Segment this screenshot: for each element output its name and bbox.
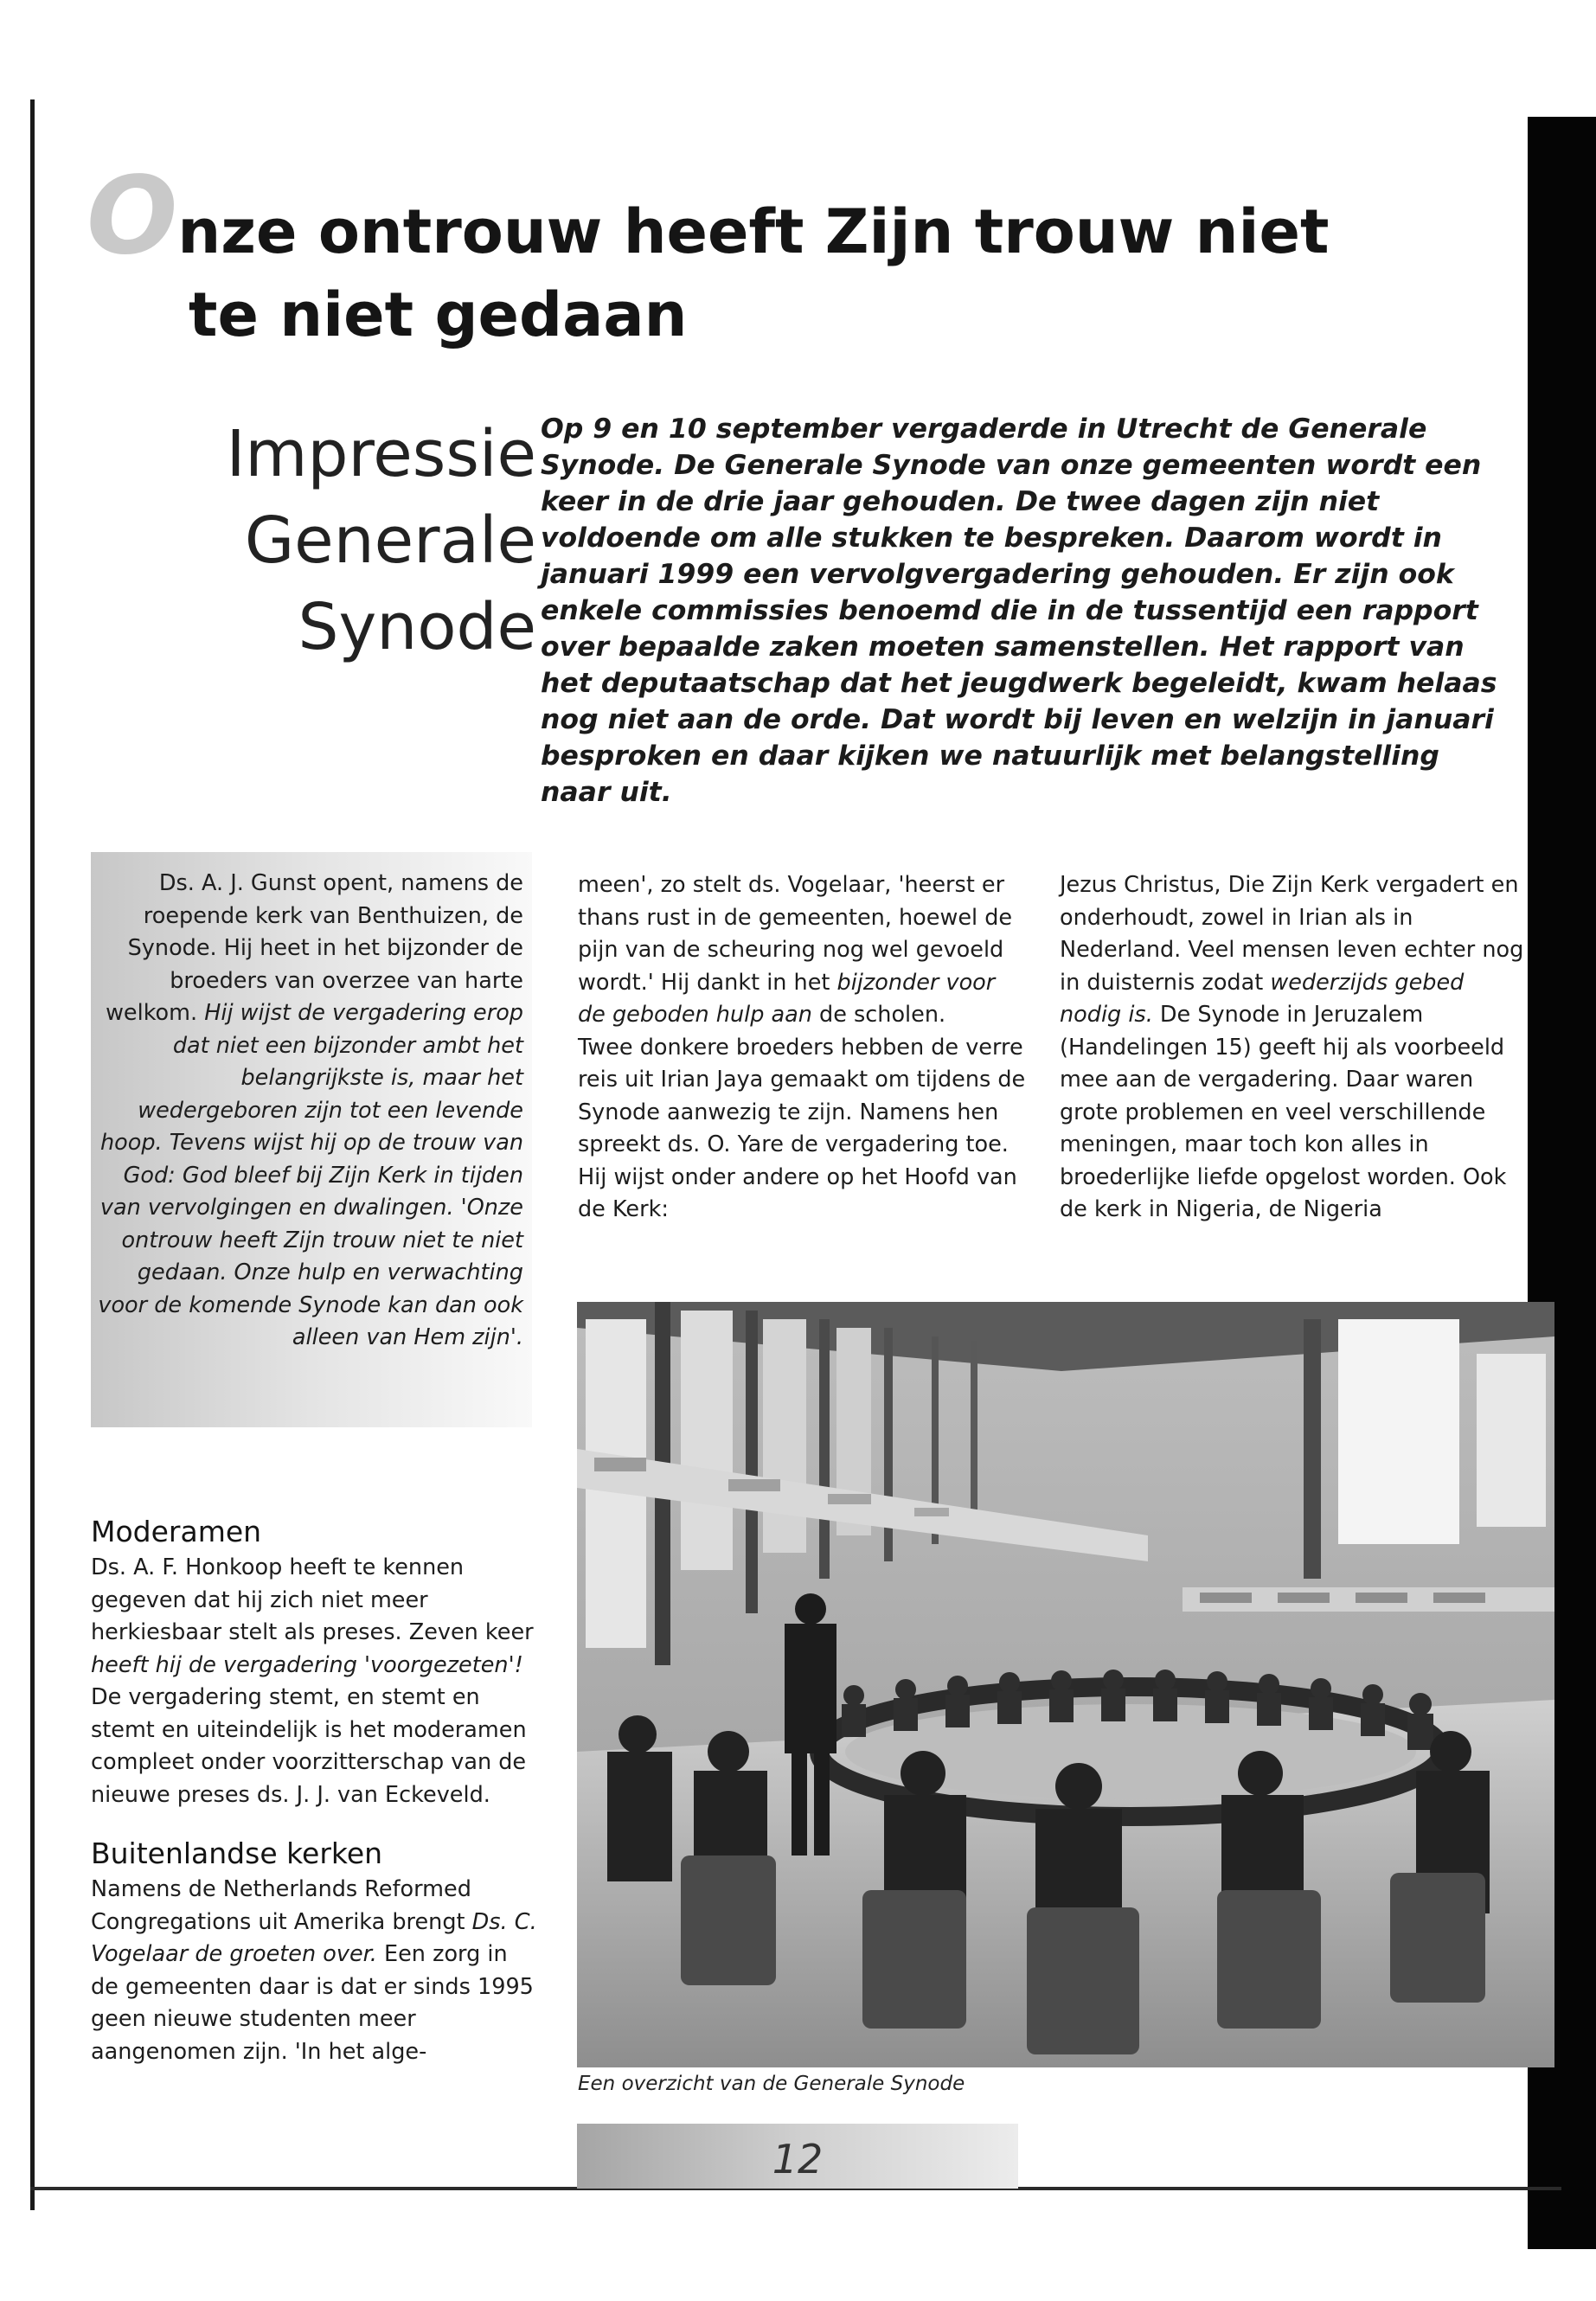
column-middle xyxy=(578,869,1028,1227)
section-heading-buitenlandse-kerken: Buitenlandse kerken xyxy=(91,1836,383,1870)
italic-run: heeft hij de vergadering 'voorgezeten'! xyxy=(91,1651,523,1678)
headline-initial: O xyxy=(87,154,178,279)
text-run: meen', zo stelt ds. Vogelaar, 'heerst er thans rust in de gemeenten, hoewel de pijn van de scheuring nog wel gevoeld wordt.' Hij dankt in het xyxy=(578,872,1013,996)
synod-photo xyxy=(577,1302,1554,2067)
text-run: De vergadering stemt, en stemt en stemt en uiteindelijk is het moderamen compleet onder voorzitterschap van de nieuwe preses ds. J. J. van Eckeveld. xyxy=(91,1684,527,1808)
page-number: 12 xyxy=(772,2136,824,2182)
kicker-line: Impressie xyxy=(226,417,536,491)
section-moderamen-text xyxy=(91,1552,541,1811)
page-edge-left-rule xyxy=(30,99,35,2210)
synod-hall-illustration xyxy=(577,1302,1554,2067)
article-headline xyxy=(87,154,1471,356)
text-run: Ds. A. F. Honkoop heeft te kennen gegeven dat hij zich niet meer herkiesbaar stelt als preses. Zeven keer xyxy=(91,1554,534,1645)
column-middle-para2: Twee donkere broeders hebben de verre reis uit Irian Jaya gemaakt om tijdens de Synode aanwezig te zijn. Namens hen spreekt ds. O. Yare de vergadering toe. Hij wijst onder andere op het Hoofd van de Kerk: xyxy=(578,1034,1026,1222)
kicker-line: Synode xyxy=(298,590,536,664)
column-left xyxy=(91,1514,541,2068)
pull-quote-text xyxy=(91,852,532,1355)
section-heading-moderamen: Moderamen xyxy=(91,1515,262,1548)
photo-caption: Een overzicht van de Generale Synode xyxy=(578,2073,965,2095)
italic-run: wederzijds gebed nodig is. xyxy=(1060,969,1465,1028)
headline-line2: te niet gedaan xyxy=(189,279,688,350)
text-run: Een zorg in de gemeenten daar is dat er sinds 1995 geen nieuwe studenten meer aangenomen zijn. 'In het alge- xyxy=(91,1941,534,2065)
column-middle-para1 xyxy=(578,869,1028,1032)
text-run: Jezus Christus, Die Zijn Kerk vergadert en onderhoudt, zowel in Irian als in Nederland. Veel mensen leven echter nog in duisternis zodat xyxy=(1060,872,1524,996)
column-right-para xyxy=(1060,869,1527,1227)
article-intro: Op 9 en 10 september vergaderde in Utrecht de Generale Synode. De Generale Synode van onze gemeenten wordt een keer in de drie jaar gehouden. De twee dagen zijn niet voldoende om alle stukken te bespreken. Daarom wordt in januari 1999 een vervolgvergadering gehouden. Er zijn ook enkele commissies benoemd die in de tussentijd een rapport over bepaalde zaken moeten samenstellen. Het rapport van het deputaatschap dat het jeugdwerk begeleidt, kwam helaas nog niet aan de orde. Dat wordt bij leven en welzijn in januari besproken en daar kijken we natuurlijk met belangstelling naar uit. xyxy=(541,413,1497,808)
section-buitenlandse-text xyxy=(91,1874,541,2068)
text-run: de scholen. xyxy=(811,1002,946,1028)
article-kicker xyxy=(130,411,536,670)
pull-quote-italic-part: Hij wijst de vergadering erop dat niet een bijzonder ambt het belangrijkste is, maar het wedergeboren zijn tot een levende hoop. Tevens wijst hij op de trouw van God: God bleef bij Zijn Kerk in tijden van vervolgingen en dwalingen. 'Onze ontrouw heeft Zijn trouw niet te niet gedaan. Onze hulp en verwachting voor de komende Synode kan dan ook alleen van Hem zijn'. xyxy=(98,1000,523,1350)
column-right xyxy=(1060,869,1527,1227)
italic-run: Ds. C. Vogelaar de groeten over. xyxy=(91,1908,537,1967)
text-run: Namens de Netherlands Reformed Congregations uit Amerika brengt xyxy=(91,1876,471,1935)
text-run: De Synode in Jeruzalem (Handelingen 15) geeft hij als voorbeeld mee aan de vergadering. Daar waren grote problemen en veel verschillende meningen, maar toch kon alles in broederlijke liefde opgelost worden. Ook de kerk in Nigeria, de Nigeria xyxy=(1060,1002,1507,1222)
headline-line1: nze ontrouw heeft Zijn trouw niet xyxy=(177,196,1330,267)
italic-run: bijzonder voor de geboden hulp aan xyxy=(578,969,996,1028)
pull-quote-part: Ds. A. J. Gunst opent, namens de roepende kerk van Benthuizen, de Synode. Hij heet in het bijzonder de broeders van overzee van harte welkom. xyxy=(106,870,523,1026)
kicker-line: Generale xyxy=(244,503,536,578)
pull-quote-box xyxy=(91,852,532,1427)
